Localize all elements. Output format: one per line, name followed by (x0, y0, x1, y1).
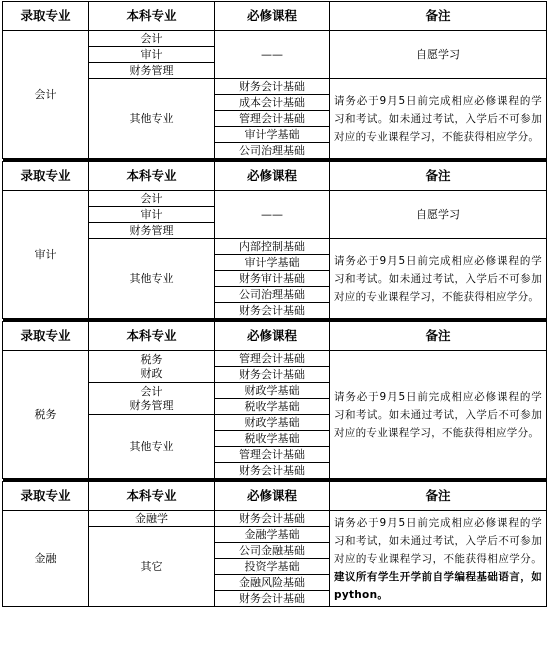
remark-voluntary: 自愿学习 (330, 191, 547, 239)
course: 成本会计基础 (215, 95, 330, 111)
course: 财务会计基础 (215, 303, 330, 319)
admit-major-audit: 审计 (3, 191, 89, 319)
header-undergrad-major: 本科专业 (89, 162, 215, 191)
course: 金融学基础 (215, 527, 330, 543)
course-dash: —— (215, 191, 330, 239)
undergrad-major: 税务 (140, 352, 163, 366)
header-row (3, 482, 547, 511)
course: 财务审计基础 (215, 271, 330, 287)
course: 财政学基础 (215, 383, 330, 399)
course: 公司金融基础 (215, 543, 330, 559)
admission-course-table (2, 1, 547, 607)
course: 财务会计基础 (215, 463, 330, 479)
course: 财务会计基础 (215, 511, 330, 527)
header-row (3, 2, 547, 31)
header-required-courses: 必修课程 (215, 162, 330, 191)
header-row (3, 322, 547, 351)
course: 管理会计基础 (215, 447, 330, 463)
course: 财务会计基础 (215, 367, 330, 383)
course: 审计学基础 (215, 127, 330, 143)
remark-note-final (330, 511, 547, 607)
header-remarks: 备注 (330, 482, 547, 511)
admit-major-accounting: 会计 (3, 31, 89, 159)
remark-note: 请务必于9月5日前完成相应必修课程的学习和考试。如未通过考试，入学后不可参加对应的专业课程学习，不能获得相应学分。 (330, 239, 547, 319)
course: 审计学基础 (215, 255, 330, 271)
header-required-courses: 必修课程 (215, 322, 330, 351)
undergrad-major-other: 其它 (89, 527, 215, 607)
table-row (3, 31, 547, 47)
undergrad-major-group (89, 351, 215, 383)
table-row (3, 511, 547, 527)
remark-note-text: 请务必于9月5日前完成相应必修课程的学习和考试，如未通过考试，入学后不可参加对应的专业课程学习，不能获得相应学分。 (334, 516, 542, 565)
undergrad-major: 会计 (89, 31, 215, 47)
header-remarks: 备注 (330, 162, 547, 191)
undergrad-major: 财务管理 (89, 63, 215, 79)
undergrad-major-other: 其他专业 (89, 415, 215, 479)
header-remarks: 备注 (330, 2, 547, 31)
table-row (3, 191, 547, 207)
course: 公司治理基础 (215, 287, 330, 303)
course-dash: —— (215, 31, 330, 79)
undergrad-major: 财务管理 (89, 223, 215, 239)
remark-programming-advice: 建议所有学生开学前自学编程基础语言，如python。 (334, 570, 542, 601)
remark-voluntary: 自愿学习 (330, 31, 547, 79)
header-admit-major: 录取专业 (3, 2, 89, 31)
undergrad-major: 审计 (89, 207, 215, 223)
header-undergrad-major: 本科专业 (89, 322, 215, 351)
course: 管理会计基础 (215, 111, 330, 127)
course: 公司治理基础 (215, 143, 330, 159)
undergrad-major: 会计 (140, 384, 163, 398)
admit-major-tax: 税务 (3, 351, 89, 479)
header-admit-major: 录取专业 (3, 482, 89, 511)
course: 财务会计基础 (215, 79, 330, 95)
undergrad-major: 金融学 (89, 511, 215, 527)
remark-note: 请务必于9月5日前完成相应必修课程的学习和考试。如未通过考试，入学后不可参加对应的专业课程学习，不能获得相应学分。 (330, 351, 547, 479)
undergrad-major: 财务管理 (129, 398, 174, 412)
undergrad-major-group (89, 383, 215, 415)
remark-note: 请务必于9月5日前完成相应必修课程的学习和考试。如未通过考试，入学后不可参加对应的专业课程学习，不能获得相应学分。 (330, 79, 547, 159)
course: 财务会计基础 (215, 591, 330, 607)
course: 税收学基础 (215, 399, 330, 415)
header-remarks: 备注 (330, 322, 547, 351)
course: 金融风险基础 (215, 575, 330, 591)
course: 税收学基础 (215, 431, 330, 447)
header-admit-major: 录取专业 (3, 162, 89, 191)
undergrad-major: 会计 (89, 191, 215, 207)
header-row (3, 162, 547, 191)
undergrad-major: 审计 (89, 47, 215, 63)
header-undergrad-major: 本科专业 (89, 2, 215, 31)
undergrad-major-other: 其他专业 (89, 239, 215, 319)
course: 财政学基础 (215, 415, 330, 431)
course: 管理会计基础 (215, 351, 330, 367)
admit-major-finance: 金融 (3, 511, 89, 607)
undergrad-major: 财政 (140, 366, 163, 380)
header-undergrad-major: 本科专业 (89, 482, 215, 511)
header-admit-major: 录取专业 (3, 322, 89, 351)
course: 投资学基础 (215, 559, 330, 575)
course: 内部控制基础 (215, 239, 330, 255)
header-required-courses: 必修课程 (215, 2, 330, 31)
header-required-courses: 必修课程 (215, 482, 330, 511)
undergrad-major-other: 其他专业 (89, 79, 215, 159)
table-row (3, 351, 547, 367)
